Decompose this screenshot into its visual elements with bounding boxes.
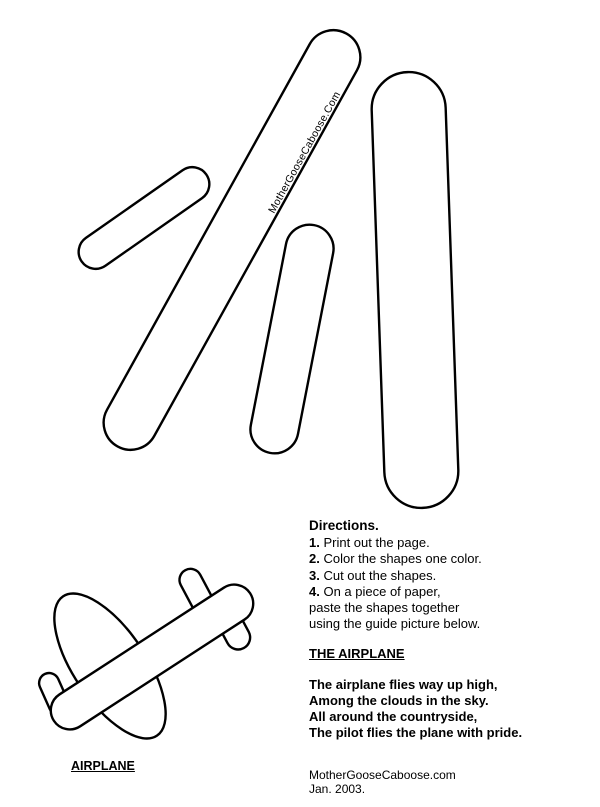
guide-caption: AIRPLANE xyxy=(71,759,135,773)
tail-fin-shape xyxy=(246,221,337,458)
direction-step-3 xyxy=(309,568,594,584)
step-number: 1. xyxy=(309,535,320,551)
step-number: 2. xyxy=(309,551,320,567)
step-text: Color the shapes one color. xyxy=(323,551,482,567)
watermark-text: MotherGooseCaboose.Com xyxy=(266,89,344,216)
direction-step-1 xyxy=(309,535,594,551)
step-text: Print out the page. xyxy=(323,535,430,551)
direction-step-4-cont-1: paste the shapes together xyxy=(309,600,460,616)
footer-date: Jan. 2003. xyxy=(309,781,366,796)
airplane-guide-picture xyxy=(33,565,260,756)
step-number: 3. xyxy=(309,567,320,583)
poem-line: The pilot flies the plane with pride. xyxy=(309,725,523,741)
poem-title: THE AIRPLANE xyxy=(309,646,405,662)
step-number: 4. xyxy=(309,583,320,599)
step-text: On a piece of paper, xyxy=(323,583,441,599)
footer-site: MotherGooseCaboose.com xyxy=(309,768,456,782)
direction-step-4 xyxy=(309,584,594,600)
footer xyxy=(309,769,456,796)
direction-step-2 xyxy=(309,551,594,567)
direction-step-4-cont-2: using the guide picture below. xyxy=(309,616,481,632)
poem-line: All around the countryside, xyxy=(309,709,478,725)
poem-line: Among the clouds in the sky. xyxy=(309,692,489,708)
poem-line: The airplane flies way up high, xyxy=(309,676,498,692)
step-text: Cut out the shapes. xyxy=(323,567,437,583)
body-shape xyxy=(370,71,459,509)
poem xyxy=(309,677,594,742)
directions-title: Directions. xyxy=(309,518,379,533)
directions-block xyxy=(309,518,594,741)
